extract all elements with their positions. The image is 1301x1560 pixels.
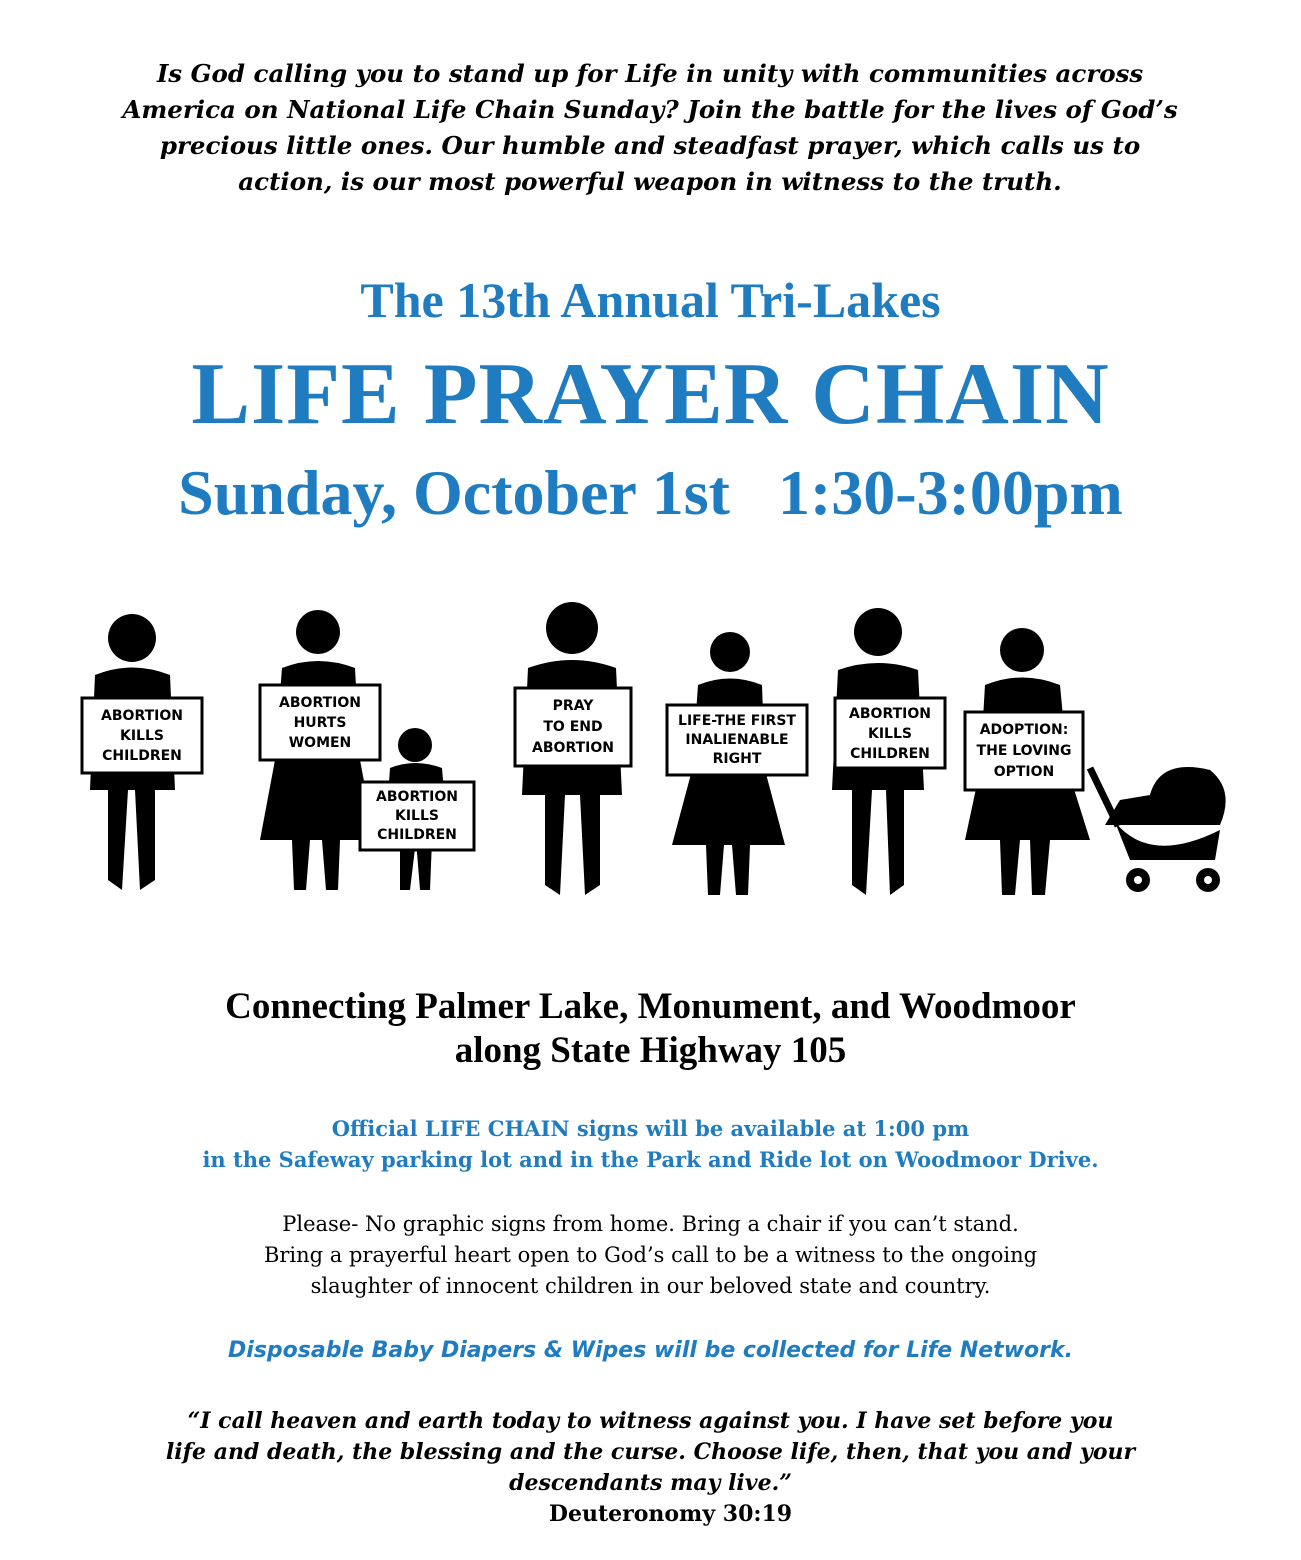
- donation-note: Disposable Baby Diapers & Wipes will be collected for Life Network.: [228, 1338, 1073, 1363]
- instructions-line: Please- No graphic signs from home. Bring a chair if you can’t stand.: [282, 1212, 1019, 1236]
- signs-note-line: Official LIFE CHAIN signs will be available at 1:00 pm: [331, 1116, 970, 1141]
- sign-2-line-1: ABORTION: [279, 695, 361, 711]
- sign-4-line-3: ABORTION: [532, 740, 614, 756]
- sign-7-line-1: ADOPTION:: [979, 722, 1069, 738]
- sign-1: [82, 698, 202, 773]
- intro-line: Is God calling you to stand up for Life in unity with communities across: [156, 59, 1144, 88]
- sign-7-line-2: THE LOVING: [976, 743, 1072, 759]
- sign-5: [667, 705, 807, 775]
- sign-3-line-2: KILLS: [395, 808, 439, 824]
- sign-3-line-3: CHILDREN: [377, 827, 457, 843]
- sign-4-line-2: TO END: [543, 719, 603, 735]
- quote-line: [0, 1468, 1301, 1530]
- signs-availability-note: [0, 1113, 1301, 1175]
- intro-paragraph: [60, 56, 1240, 200]
- sign-6-line-1: ABORTION: [849, 706, 931, 722]
- route-line: along State Highway 105: [454, 1030, 847, 1071]
- sign-1-line-1: ABORTION: [101, 708, 183, 724]
- sign-2-line-2: HURTS: [293, 715, 347, 731]
- quote-line: life and death, the blessing and the curse. Choose life, then, that you and your: [165, 1439, 1136, 1465]
- instructions-line: Bring a prayerful heart open to God’s call to be a witness to the ongoing: [263, 1243, 1038, 1267]
- event-subtitle: The 13th Annual Tri-Lakes: [360, 272, 941, 328]
- quote-line: “I call heaven and earth today to witness against you. I have set before you: [187, 1408, 1114, 1434]
- instructions-line: slaughter of innocent children in our beloved state and country.: [310, 1274, 991, 1298]
- scripture-quote: [0, 1406, 1301, 1530]
- event-date-time: Sunday, October 1st 1:30-3:00pm: [178, 457, 1123, 528]
- sign-7: [965, 712, 1083, 790]
- sign-6-line-3: CHILDREN: [850, 746, 930, 762]
- sign-4: [515, 688, 631, 766]
- intro-line: America on National Life Chain Sunday? Join the battle for the lives of God’s: [122, 95, 1178, 124]
- intro-line: action, is our most powerful weapon in witness to the truth.: [238, 167, 1062, 196]
- sign-7-line-3: OPTION: [993, 764, 1055, 780]
- intro-line: precious little ones. Our humble and steadfast prayer, which calls us to: [159, 131, 1141, 160]
- sign-3-line-1: ABORTION: [376, 789, 458, 805]
- sign-3: [360, 782, 474, 850]
- signs-note-line: in the Safeway parking lot and in the Park and Ride lot on Woodmoor Drive.: [202, 1147, 1099, 1172]
- sign-2-line-3: WOMEN: [288, 735, 352, 751]
- stroller-icon: [1090, 767, 1226, 892]
- sign-5-line-2: INALIENABLE: [685, 732, 789, 748]
- life-chain-illustration: [60, 590, 1260, 920]
- scripture-citation: Deuteronomy 30:19: [548, 1501, 793, 1527]
- instructions-paragraph: [0, 1209, 1301, 1302]
- event-title: LIFE PRAYER CHAIN: [191, 346, 1110, 443]
- route-line: Connecting Palmer Lake, Monument, and Woodmoor: [225, 986, 1076, 1027]
- sign-5-line-3: RIGHT: [712, 751, 762, 767]
- quote-end: descendants may live.”: [509, 1470, 792, 1496]
- sign-4-line-1: PRAY: [552, 698, 594, 714]
- sign-2: [260, 685, 380, 760]
- route-description: [0, 985, 1301, 1073]
- sign-1-line-3: CHILDREN: [102, 748, 182, 764]
- sign-6: [835, 698, 945, 768]
- sign-6-line-2: KILLS: [868, 726, 912, 742]
- sign-1-line-2: KILLS: [120, 728, 164, 744]
- sign-5-line-1: LIFE-THE FIRST: [678, 713, 796, 729]
